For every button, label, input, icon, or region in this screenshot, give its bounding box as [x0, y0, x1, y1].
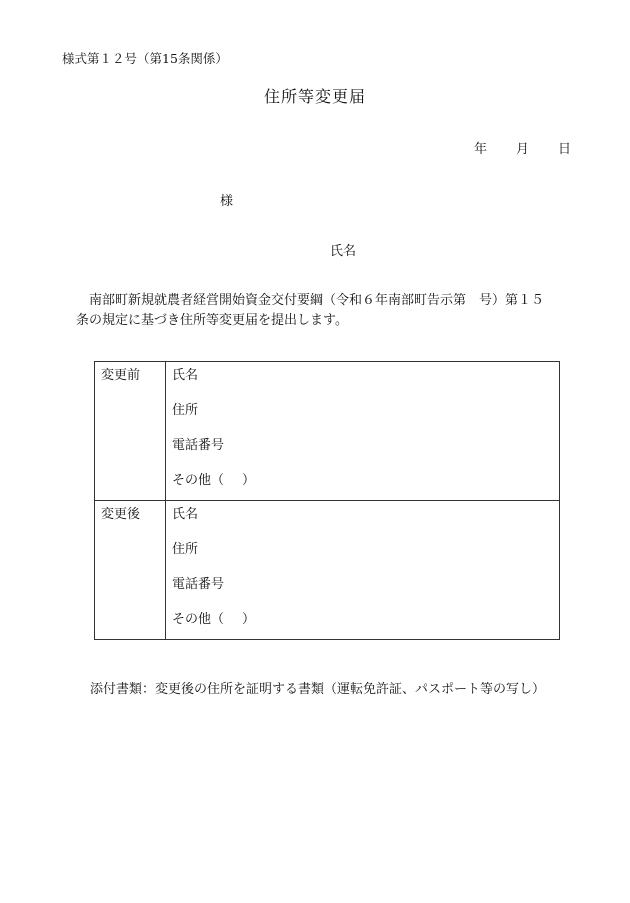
- body-line-1: 南部町新規就農者経営開始資金交付要綱（令和６年南部町告示第 号）第１５: [89, 293, 545, 308]
- body-line-2: 条の規定に基づき住所等変更届を提出します。: [76, 313, 348, 328]
- document-title: 住所等変更届: [263, 87, 366, 106]
- table-row: [95, 501, 560, 640]
- form-number: 様式第１２号（第15条関係）: [62, 51, 228, 66]
- applicant-name-label: 氏名: [330, 244, 357, 259]
- field-other-label: その他（: [172, 473, 225, 488]
- field-name: 氏名: [172, 368, 199, 383]
- date-month: 月: [516, 142, 530, 157]
- row-label-before: 変更前: [101, 368, 141, 383]
- field-phone: 電話番号: [172, 577, 225, 592]
- addressee-suffix: 様: [220, 194, 234, 209]
- field-name: 氏名: [172, 507, 199, 522]
- date-line: [474, 138, 571, 157]
- field-other: [172, 608, 255, 627]
- field-other: [172, 469, 255, 488]
- row-label-cell: [95, 362, 166, 501]
- date-year: 年: [474, 142, 488, 157]
- field-other-close: ）: [242, 612, 256, 627]
- field-address: 住所: [172, 542, 199, 557]
- fields-cell: [166, 501, 560, 640]
- field-address: 住所: [172, 403, 199, 418]
- fields-cell: [166, 362, 560, 501]
- row-label-cell: [95, 501, 166, 640]
- change-table: [94, 361, 560, 640]
- field-phone: 電話番号: [172, 438, 225, 453]
- attachment-note: 添付書類：変更後の住所を証明する書類（運転免許証、パスポート等の写し）: [90, 682, 546, 697]
- table-row: [95, 362, 560, 501]
- row-label-after: 変更後: [101, 507, 141, 522]
- date-day: 日: [558, 142, 572, 157]
- body-paragraph: [76, 291, 576, 331]
- field-other-close: ）: [242, 473, 256, 488]
- field-other-label: その他（: [172, 612, 225, 627]
